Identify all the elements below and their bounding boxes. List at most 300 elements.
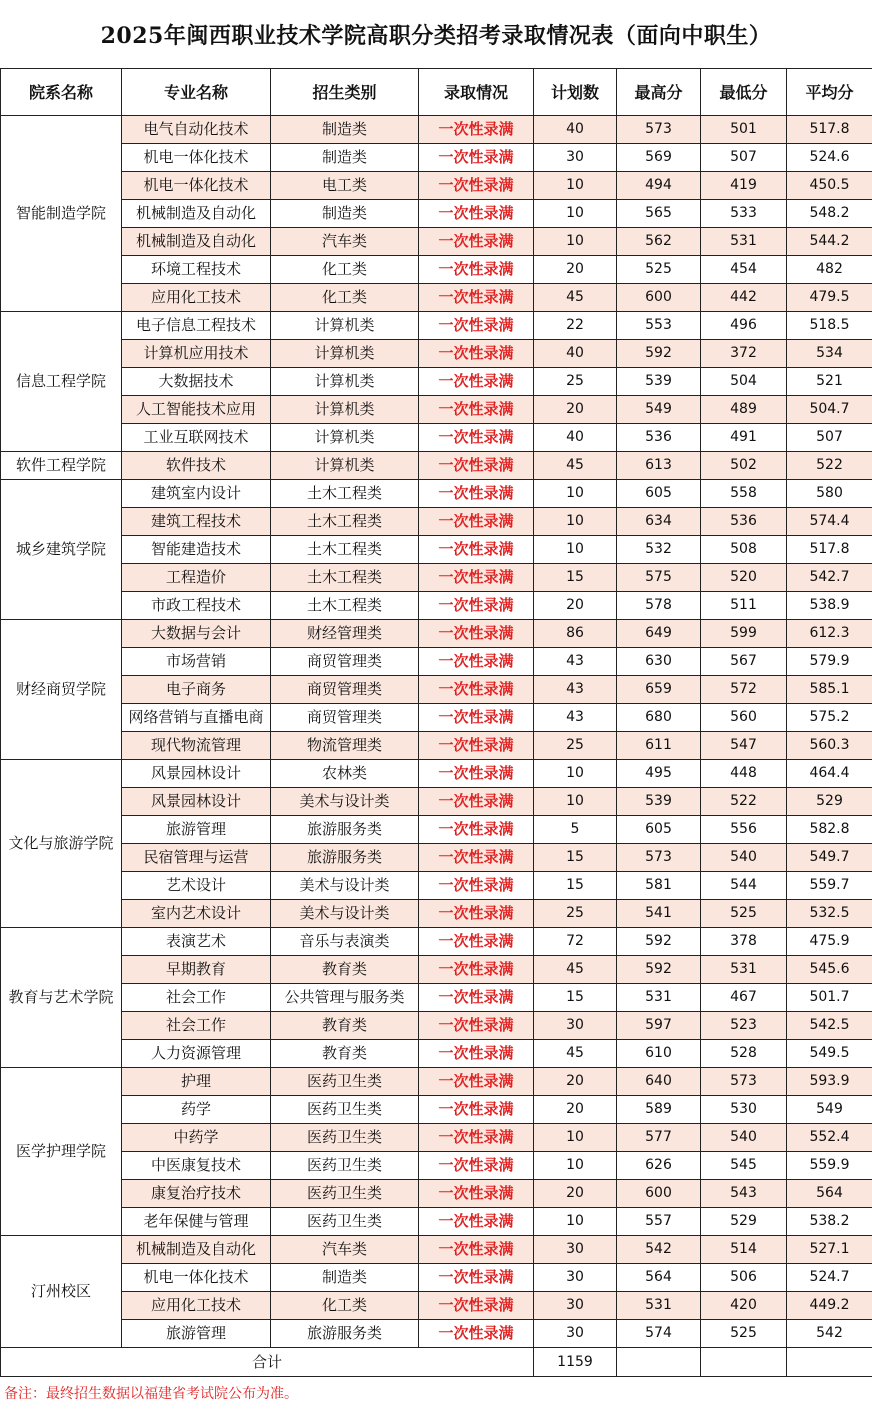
table-row <box>1 144 872 172</box>
min-score: 520 <box>701 564 787 592</box>
footnote: 备注：最终招生数据以福建省考试院公布为准。 <box>4 1386 298 1402</box>
max-score: 575 <box>617 564 701 592</box>
major-name: 风景园林设计 <box>122 788 271 816</box>
major-name: 人力资源管理 <box>122 1040 271 1068</box>
major-name: 大数据技术 <box>122 368 271 396</box>
plan-count: 22 <box>534 312 617 340</box>
admission-status: 一次性录满 <box>419 1208 534 1236</box>
avg-score: 580 <box>787 480 872 508</box>
total-plan: 1159 <box>534 1348 617 1377</box>
plan-count: 10 <box>534 508 617 536</box>
category: 美术与设计类 <box>271 900 419 928</box>
admission-status: 一次性录满 <box>419 368 534 396</box>
max-score: 531 <box>617 1292 701 1320</box>
max-score: 573 <box>617 844 701 872</box>
major-name: 市政工程技术 <box>122 592 271 620</box>
plan-count: 25 <box>534 368 617 396</box>
avg-score: 501.7 <box>787 984 872 1012</box>
admission-status: 一次性录满 <box>419 928 534 956</box>
table-row <box>1 620 872 648</box>
header-min-score: 最低分 <box>701 69 787 116</box>
plan-count: 40 <box>534 116 617 144</box>
avg-score: 538.9 <box>787 592 872 620</box>
max-score: 649 <box>617 620 701 648</box>
max-score: 531 <box>617 984 701 1012</box>
avg-score: 504.7 <box>787 396 872 424</box>
plan-count: 30 <box>534 1012 617 1040</box>
table-row <box>1 648 872 676</box>
major-name: 护理 <box>122 1068 271 1096</box>
avg-score: 538.2 <box>787 1208 872 1236</box>
major-name: 机械制造及自动化 <box>122 228 271 256</box>
plan-count: 10 <box>534 536 617 564</box>
admission-status: 一次性录满 <box>419 508 534 536</box>
max-score: 569 <box>617 144 701 172</box>
category: 计算机类 <box>271 312 419 340</box>
avg-score: 517.8 <box>787 536 872 564</box>
avg-score: 579.9 <box>787 648 872 676</box>
avg-score: 612.3 <box>787 620 872 648</box>
min-score: 442 <box>701 284 787 312</box>
admission-status: 一次性录满 <box>419 536 534 564</box>
major-name: 机械制造及自动化 <box>122 200 271 228</box>
department-name: 文化与旅游学院 <box>1 760 122 928</box>
avg-score: 564 <box>787 1180 872 1208</box>
min-score: 531 <box>701 956 787 984</box>
avg-score: 479.5 <box>787 284 872 312</box>
plan-count: 10 <box>534 1208 617 1236</box>
department-name: 软件工程学院 <box>1 452 122 480</box>
admission-status: 一次性录满 <box>419 1264 534 1292</box>
max-score: 577 <box>617 1124 701 1152</box>
header-major: 专业名称 <box>122 69 271 116</box>
min-score: 545 <box>701 1152 787 1180</box>
plan-count: 30 <box>534 1236 617 1264</box>
avg-score: 548.2 <box>787 200 872 228</box>
table-row <box>1 340 872 368</box>
major-name: 中药学 <box>122 1124 271 1152</box>
avg-score: 575.2 <box>787 704 872 732</box>
plan-count: 10 <box>534 200 617 228</box>
plan-count: 43 <box>534 648 617 676</box>
avg-score: 529 <box>787 788 872 816</box>
avg-score: 475.9 <box>787 928 872 956</box>
plan-count: 40 <box>534 424 617 452</box>
table-row <box>1 1320 872 1348</box>
min-score: 544 <box>701 872 787 900</box>
min-score: 543 <box>701 1180 787 1208</box>
max-score: 640 <box>617 1068 701 1096</box>
major-name: 社会工作 <box>122 1012 271 1040</box>
table-row <box>1 676 872 704</box>
category: 化工类 <box>271 284 419 312</box>
department-name: 智能制造学院 <box>1 116 122 312</box>
table-body <box>1 116 872 1348</box>
max-score: 605 <box>617 816 701 844</box>
table-row <box>1 1124 872 1152</box>
major-name: 机电一体化技术 <box>122 1264 271 1292</box>
table-row <box>1 788 872 816</box>
avg-score: 552.4 <box>787 1124 872 1152</box>
plan-count: 45 <box>534 956 617 984</box>
major-name: 应用化工技术 <box>122 1292 271 1320</box>
admission-status: 一次性录满 <box>419 1236 534 1264</box>
category: 计算机类 <box>271 396 419 424</box>
total-empty-cell <box>787 1348 872 1377</box>
avg-score: 482 <box>787 256 872 284</box>
min-score: 558 <box>701 480 787 508</box>
table-row <box>1 480 872 508</box>
plan-count: 45 <box>534 1040 617 1068</box>
max-score: 539 <box>617 788 701 816</box>
category: 化工类 <box>271 1292 419 1320</box>
admission-status: 一次性录满 <box>419 592 534 620</box>
admission-status: 一次性录满 <box>419 1180 534 1208</box>
plan-count: 15 <box>534 844 617 872</box>
admission-status: 一次性录满 <box>419 312 534 340</box>
plan-count: 43 <box>534 704 617 732</box>
max-score: 542 <box>617 1236 701 1264</box>
admission-table <box>0 68 872 1377</box>
total-empty-cell <box>617 1348 701 1377</box>
plan-count: 10 <box>534 760 617 788</box>
header-plan: 计划数 <box>534 69 617 116</box>
header-status: 录取情况 <box>419 69 534 116</box>
min-score: 467 <box>701 984 787 1012</box>
max-score: 592 <box>617 928 701 956</box>
avg-score: 532.5 <box>787 900 872 928</box>
category: 美术与设计类 <box>271 788 419 816</box>
avg-score: 464.4 <box>787 760 872 788</box>
min-score: 572 <box>701 676 787 704</box>
table-row <box>1 564 872 592</box>
admission-status: 一次性录满 <box>419 340 534 368</box>
category: 财经管理类 <box>271 620 419 648</box>
category: 土木工程类 <box>271 536 419 564</box>
page-title: 2025年闽西职业技术学院高职分类招考录取情况表（面向中职生） <box>100 22 772 49</box>
category: 汽车类 <box>271 228 419 256</box>
avg-score: 544.2 <box>787 228 872 256</box>
category: 计算机类 <box>271 424 419 452</box>
major-name: 现代物流管理 <box>122 732 271 760</box>
admission-status: 一次性录满 <box>419 872 534 900</box>
avg-score: 534 <box>787 340 872 368</box>
department-name: 汀州校区 <box>1 1236 122 1348</box>
table-row <box>1 1068 872 1096</box>
admission-status: 一次性录满 <box>419 396 534 424</box>
category: 土木工程类 <box>271 508 419 536</box>
min-score: 454 <box>701 256 787 284</box>
category: 商贸管理类 <box>271 704 419 732</box>
table-row <box>1 900 872 928</box>
major-name: 康复治疗技术 <box>122 1180 271 1208</box>
table-row <box>1 592 872 620</box>
plan-count: 45 <box>534 452 617 480</box>
major-name: 计算机应用技术 <box>122 340 271 368</box>
category: 教育类 <box>271 956 419 984</box>
table-row <box>1 256 872 284</box>
header-avg-score: 平均分 <box>787 69 872 116</box>
plan-count: 5 <box>534 816 617 844</box>
category: 旅游服务类 <box>271 816 419 844</box>
category: 制造类 <box>271 1264 419 1292</box>
min-score: 531 <box>701 228 787 256</box>
avg-score: 527.1 <box>787 1236 872 1264</box>
table-row <box>1 816 872 844</box>
category: 计算机类 <box>271 452 419 480</box>
major-name: 机电一体化技术 <box>122 144 271 172</box>
major-name: 建筑工程技术 <box>122 508 271 536</box>
plan-count: 43 <box>534 676 617 704</box>
avg-score: 574.4 <box>787 508 872 536</box>
max-score: 659 <box>617 676 701 704</box>
plan-count: 25 <box>534 900 617 928</box>
major-name: 社会工作 <box>122 984 271 1012</box>
table-row <box>1 1264 872 1292</box>
max-score: 573 <box>617 116 701 144</box>
min-score: 501 <box>701 116 787 144</box>
avg-score: 507 <box>787 424 872 452</box>
max-score: 634 <box>617 508 701 536</box>
plan-count: 10 <box>534 480 617 508</box>
total-empty-cell <box>701 1348 787 1377</box>
major-name: 旅游管理 <box>122 816 271 844</box>
min-score: 420 <box>701 1292 787 1320</box>
avg-score: 517.8 <box>787 116 872 144</box>
max-score: 680 <box>617 704 701 732</box>
plan-count: 30 <box>534 1292 617 1320</box>
category: 电工类 <box>271 172 419 200</box>
table-row <box>1 508 872 536</box>
plan-count: 15 <box>534 564 617 592</box>
plan-count: 20 <box>534 1096 617 1124</box>
major-name: 工程造价 <box>122 564 271 592</box>
min-score: 507 <box>701 144 787 172</box>
admission-status: 一次性录满 <box>419 1320 534 1348</box>
category: 美术与设计类 <box>271 872 419 900</box>
table-header-row <box>1 69 872 116</box>
table-row <box>1 1096 872 1124</box>
total-label: 合计 <box>1 1348 534 1377</box>
min-score: 489 <box>701 396 787 424</box>
plan-count: 10 <box>534 228 617 256</box>
avg-score: 582.8 <box>787 816 872 844</box>
min-score: 525 <box>701 900 787 928</box>
category: 制造类 <box>271 144 419 172</box>
max-score: 578 <box>617 592 701 620</box>
avg-score: 521 <box>787 368 872 396</box>
major-name: 中医康复技术 <box>122 1152 271 1180</box>
max-score: 611 <box>617 732 701 760</box>
admission-status: 一次性录满 <box>419 1040 534 1068</box>
table-row <box>1 172 872 200</box>
category: 音乐与表演类 <box>271 928 419 956</box>
category: 医药卫生类 <box>271 1068 419 1096</box>
category: 土木工程类 <box>271 480 419 508</box>
table-row <box>1 368 872 396</box>
admission-status: 一次性录满 <box>419 116 534 144</box>
avg-score: 450.5 <box>787 172 872 200</box>
max-score: 605 <box>617 480 701 508</box>
max-score: 630 <box>617 648 701 676</box>
admission-status: 一次性录满 <box>419 452 534 480</box>
admission-status: 一次性录满 <box>419 760 534 788</box>
avg-score: 542.7 <box>787 564 872 592</box>
admission-status: 一次性录满 <box>419 172 534 200</box>
admission-status: 一次性录满 <box>419 732 534 760</box>
major-name: 建筑室内设计 <box>122 480 271 508</box>
plan-count: 20 <box>534 396 617 424</box>
avg-score: 545.6 <box>787 956 872 984</box>
table-row <box>1 872 872 900</box>
major-name: 旅游管理 <box>122 1320 271 1348</box>
min-score: 378 <box>701 928 787 956</box>
max-score: 600 <box>617 284 701 312</box>
max-score: 597 <box>617 1012 701 1040</box>
avg-score: 593.9 <box>787 1068 872 1096</box>
admission-status: 一次性录满 <box>419 144 534 172</box>
major-name: 机械制造及自动化 <box>122 1236 271 1264</box>
table-row <box>1 1180 872 1208</box>
major-name: 网络营销与直播电商 <box>122 704 271 732</box>
min-score: 448 <box>701 760 787 788</box>
min-score: 502 <box>701 452 787 480</box>
department-name: 财经商贸学院 <box>1 620 122 760</box>
category: 化工类 <box>271 256 419 284</box>
max-score: 541 <box>617 900 701 928</box>
admission-status: 一次性录满 <box>419 620 534 648</box>
avg-score: 560.3 <box>787 732 872 760</box>
table-row <box>1 200 872 228</box>
major-name: 民宿管理与运营 <box>122 844 271 872</box>
plan-count: 40 <box>534 340 617 368</box>
admission-status: 一次性录满 <box>419 956 534 984</box>
min-score: 533 <box>701 200 787 228</box>
category: 物流管理类 <box>271 732 419 760</box>
min-score: 529 <box>701 1208 787 1236</box>
admission-status: 一次性录满 <box>419 676 534 704</box>
department-name: 城乡建筑学院 <box>1 480 122 620</box>
major-name: 机电一体化技术 <box>122 172 271 200</box>
major-name: 风景园林设计 <box>122 760 271 788</box>
avg-score: 549.7 <box>787 844 872 872</box>
category: 土木工程类 <box>271 564 419 592</box>
major-name: 市场营销 <box>122 648 271 676</box>
max-score: 626 <box>617 1152 701 1180</box>
max-score: 564 <box>617 1264 701 1292</box>
category: 旅游服务类 <box>271 1320 419 1348</box>
total-row <box>1 1348 872 1377</box>
plan-count: 30 <box>534 1320 617 1348</box>
category: 公共管理与服务类 <box>271 984 419 1012</box>
admission-status: 一次性录满 <box>419 200 534 228</box>
admission-status: 一次性录满 <box>419 480 534 508</box>
avg-score: 559.7 <box>787 872 872 900</box>
major-name: 早期教育 <box>122 956 271 984</box>
department-name: 教育与艺术学院 <box>1 928 122 1068</box>
plan-count: 15 <box>534 984 617 1012</box>
max-score: 592 <box>617 340 701 368</box>
max-score: 557 <box>617 1208 701 1236</box>
plan-count: 72 <box>534 928 617 956</box>
major-name: 人工智能技术应用 <box>122 396 271 424</box>
min-score: 536 <box>701 508 787 536</box>
table-row <box>1 956 872 984</box>
major-name: 软件技术 <box>122 452 271 480</box>
admission-status: 一次性录满 <box>419 424 534 452</box>
avg-score: 522 <box>787 452 872 480</box>
table-row <box>1 1208 872 1236</box>
plan-count: 20 <box>534 1068 617 1096</box>
min-score: 540 <box>701 844 787 872</box>
avg-score: 524.6 <box>787 144 872 172</box>
table-row <box>1 1236 872 1264</box>
category: 计算机类 <box>271 368 419 396</box>
min-score: 496 <box>701 312 787 340</box>
avg-score: 542.5 <box>787 1012 872 1040</box>
table-row <box>1 228 872 256</box>
max-score: 565 <box>617 200 701 228</box>
category: 农林类 <box>271 760 419 788</box>
admission-status: 一次性录满 <box>419 228 534 256</box>
min-score: 506 <box>701 1264 787 1292</box>
table-row <box>1 1292 872 1320</box>
max-score: 562 <box>617 228 701 256</box>
table-row <box>1 312 872 340</box>
avg-score: 585.1 <box>787 676 872 704</box>
min-score: 511 <box>701 592 787 620</box>
min-score: 419 <box>701 172 787 200</box>
table-row <box>1 424 872 452</box>
admission-status: 一次性录满 <box>419 900 534 928</box>
table-row <box>1 396 872 424</box>
table-row <box>1 452 872 480</box>
admission-status: 一次性录满 <box>419 788 534 816</box>
admission-status: 一次性录满 <box>419 1068 534 1096</box>
department-name: 医学护理学院 <box>1 1068 122 1236</box>
max-score: 553 <box>617 312 701 340</box>
plan-count: 15 <box>534 872 617 900</box>
avg-score: 559.9 <box>787 1152 872 1180</box>
min-score: 523 <box>701 1012 787 1040</box>
max-score: 495 <box>617 760 701 788</box>
admission-status: 一次性录满 <box>419 844 534 872</box>
avg-score: 518.5 <box>787 312 872 340</box>
table-row <box>1 704 872 732</box>
table-row <box>1 928 872 956</box>
max-score: 613 <box>617 452 701 480</box>
category: 医药卫生类 <box>271 1180 419 1208</box>
category: 教育类 <box>271 1012 419 1040</box>
plan-count: 10 <box>534 1124 617 1152</box>
min-score: 530 <box>701 1096 787 1124</box>
min-score: 525 <box>701 1320 787 1348</box>
min-score: 528 <box>701 1040 787 1068</box>
category: 土木工程类 <box>271 592 419 620</box>
major-name: 应用化工技术 <box>122 284 271 312</box>
category: 医药卫生类 <box>271 1208 419 1236</box>
table-row <box>1 1040 872 1068</box>
category: 医药卫生类 <box>271 1096 419 1124</box>
major-name: 电气自动化技术 <box>122 116 271 144</box>
min-score: 508 <box>701 536 787 564</box>
min-score: 560 <box>701 704 787 732</box>
category: 计算机类 <box>271 340 419 368</box>
plan-count: 10 <box>534 788 617 816</box>
max-score: 549 <box>617 396 701 424</box>
major-name: 表演艺术 <box>122 928 271 956</box>
min-score: 599 <box>701 620 787 648</box>
